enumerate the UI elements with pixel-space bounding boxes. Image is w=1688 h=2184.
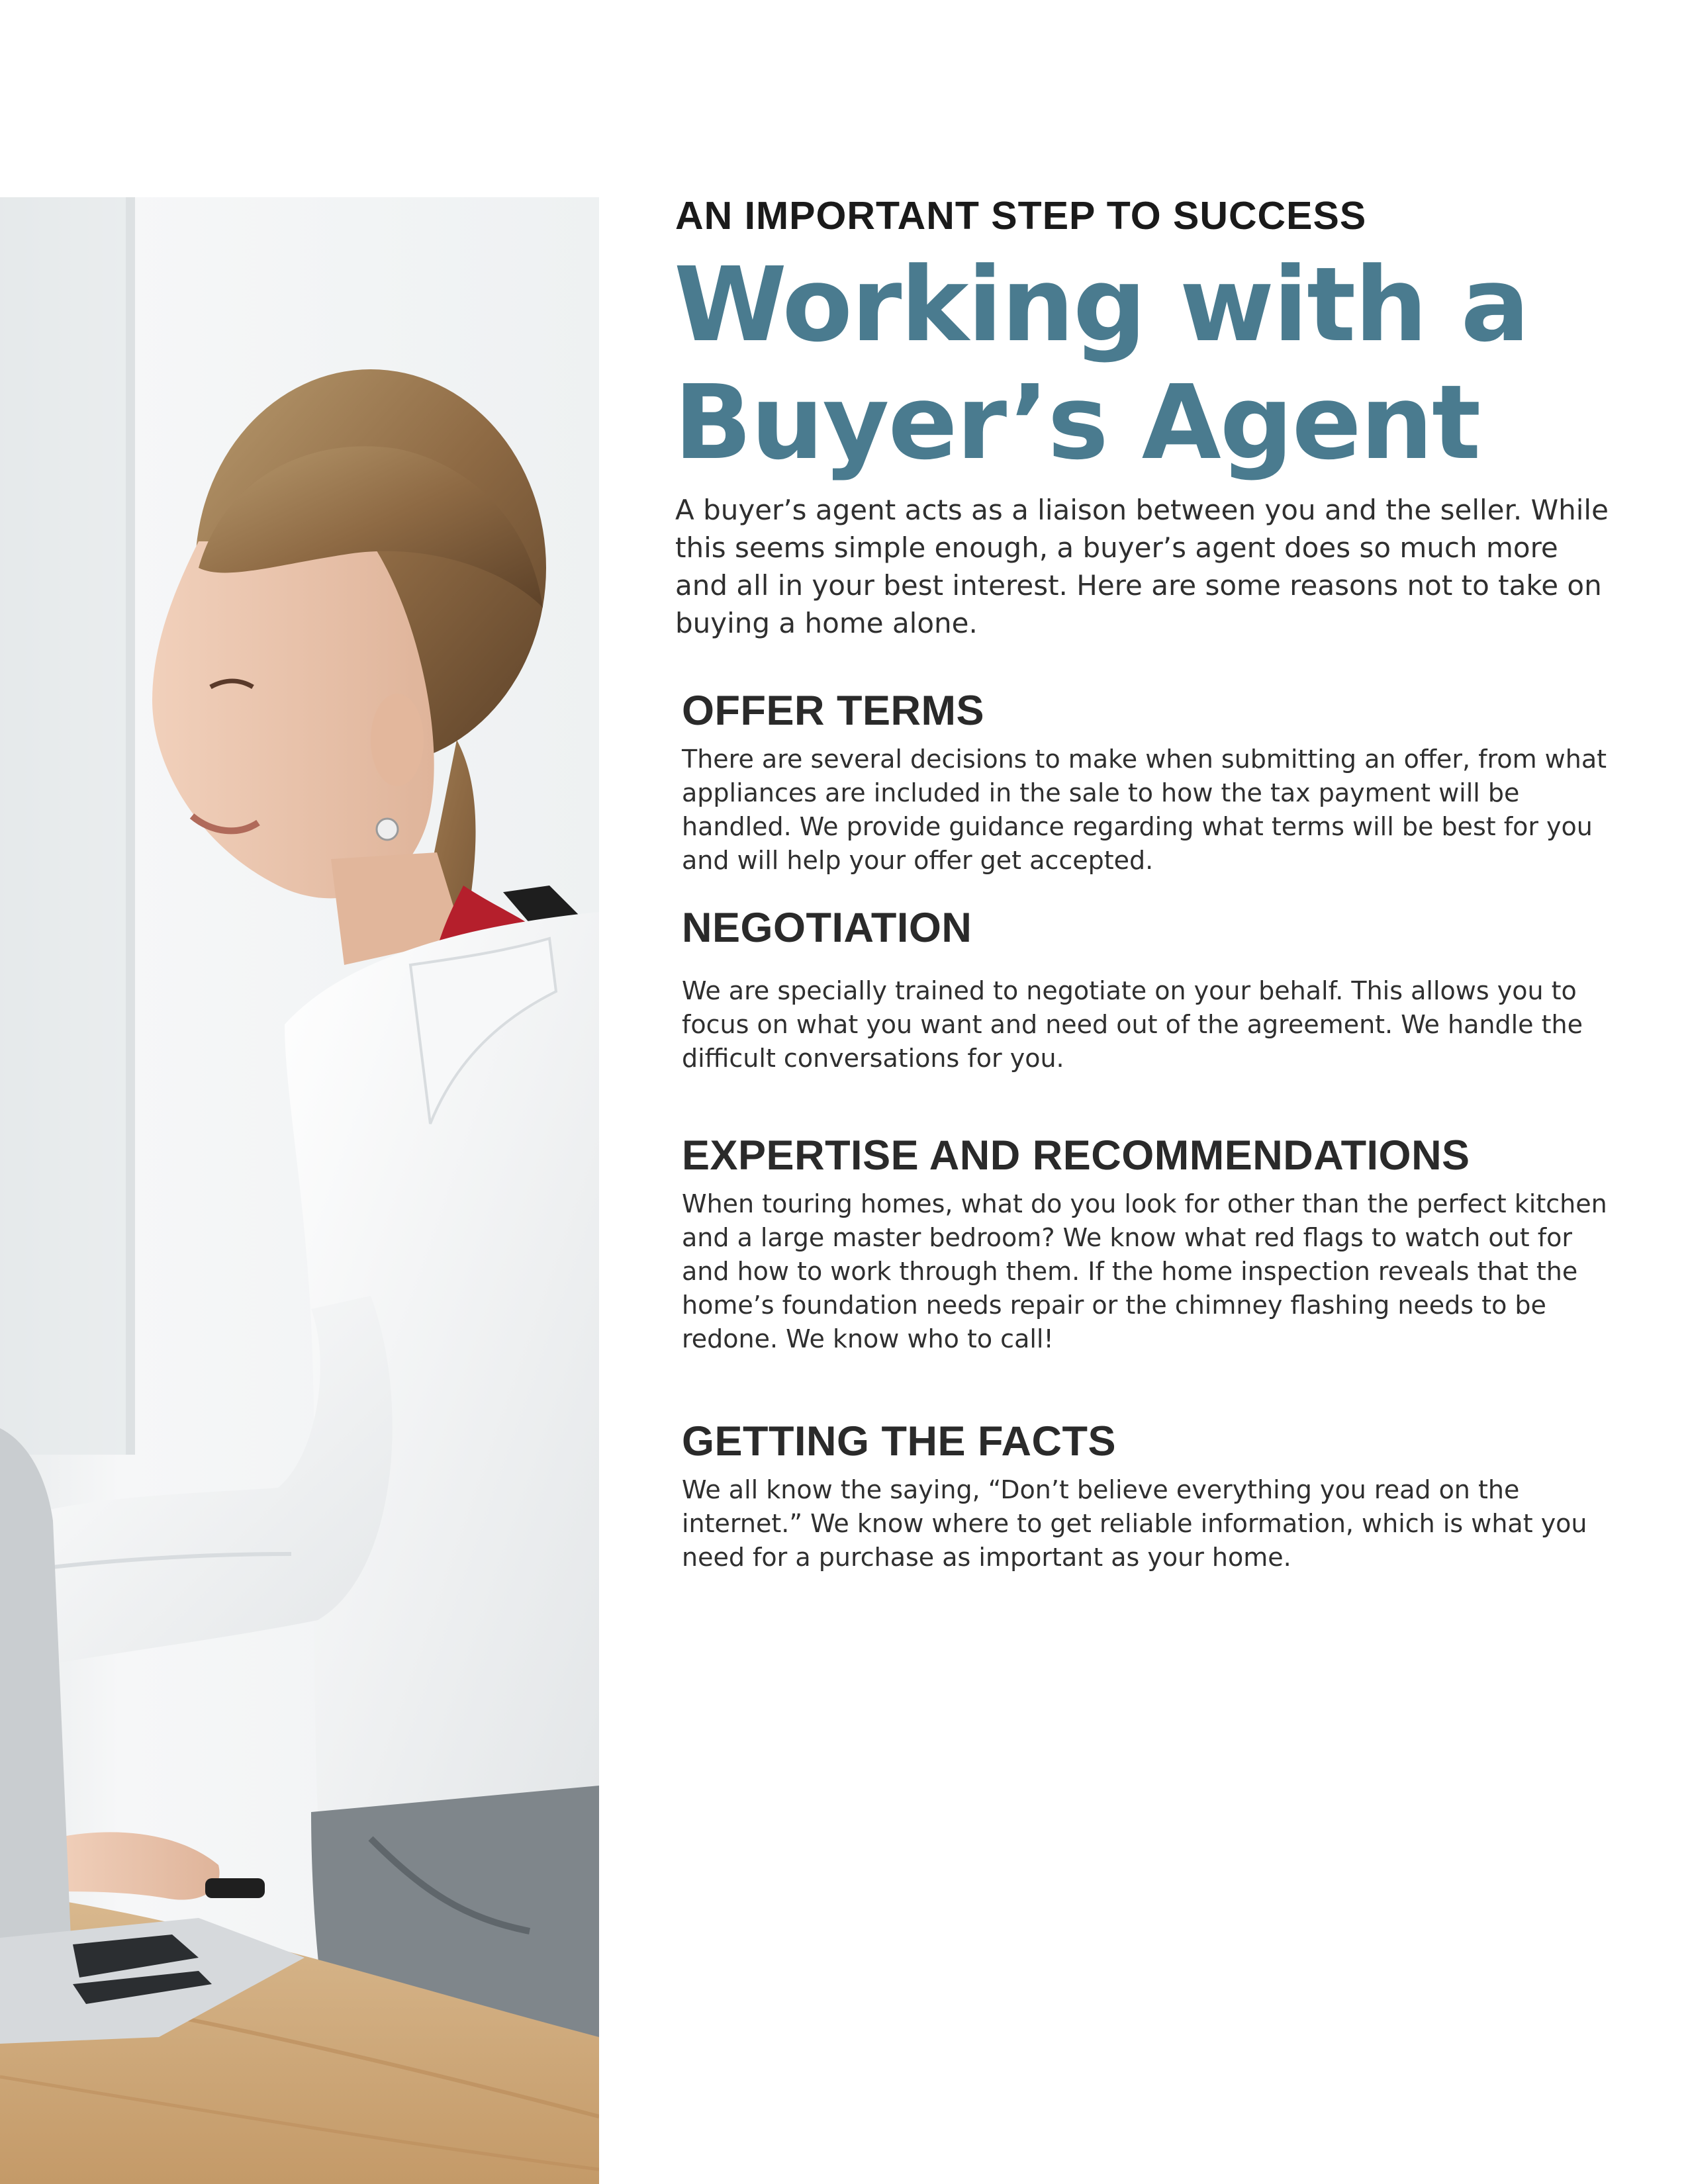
eyebrow-heading: AN IMPORTANT STEP TO SUCCESS — [675, 194, 1367, 238]
section-title-negotiation: NEGOTIATION — [682, 905, 972, 951]
section-body-negotiation: We are specially trained to negotiate on your behalf. This allows you to focus on what you want and need out of the agreement. We handle the difficult conversations for you. — [682, 976, 1583, 1073]
section-title-expertise: EXPERTISE AND RECOMMENDATIONS — [682, 1132, 1470, 1179]
hero-photo — [0, 197, 599, 2184]
section-title-getting-the-facts: GETTING THE FACTS — [682, 1418, 1117, 1465]
intro-paragraph: A buyer’s agent acts as a liaison between you and the seller. While this seems simple enough, a buyer’s agent does so much more and all in your best interest. Here are some reasons not to take on buying a home alone. — [675, 494, 1609, 639]
section-body-getting-the-facts: We all know the saying, “Don’t believe everything you read on the internet.” We know where to get reliable information, which is what you need for a purchase as important as your home. — [682, 1475, 1587, 1572]
woman-at-laptop-illustration — [0, 197, 599, 2184]
page-title: Working with a Buyer’s Agent — [674, 245, 1529, 482]
section-body-expertise: When touring homes, what do you look for other than the perfect kitchen and a large master bedroom? We know what red flags to watch out for and how to work through them. If the home inspection reveals that the home’s foundation needs repair or the chimney flashing needs to be redone. We know who to call! — [682, 1189, 1607, 1353]
section-body-offer-terms: There are several decisions to make when submitting an offer, from what appliances are included in the sale to how the tax payment will be handled. We provide guidance regarding what terms will be best for you and will help your offer get accepted. — [682, 745, 1607, 875]
section-title-offer-terms: OFFER TERMS — [682, 688, 984, 734]
